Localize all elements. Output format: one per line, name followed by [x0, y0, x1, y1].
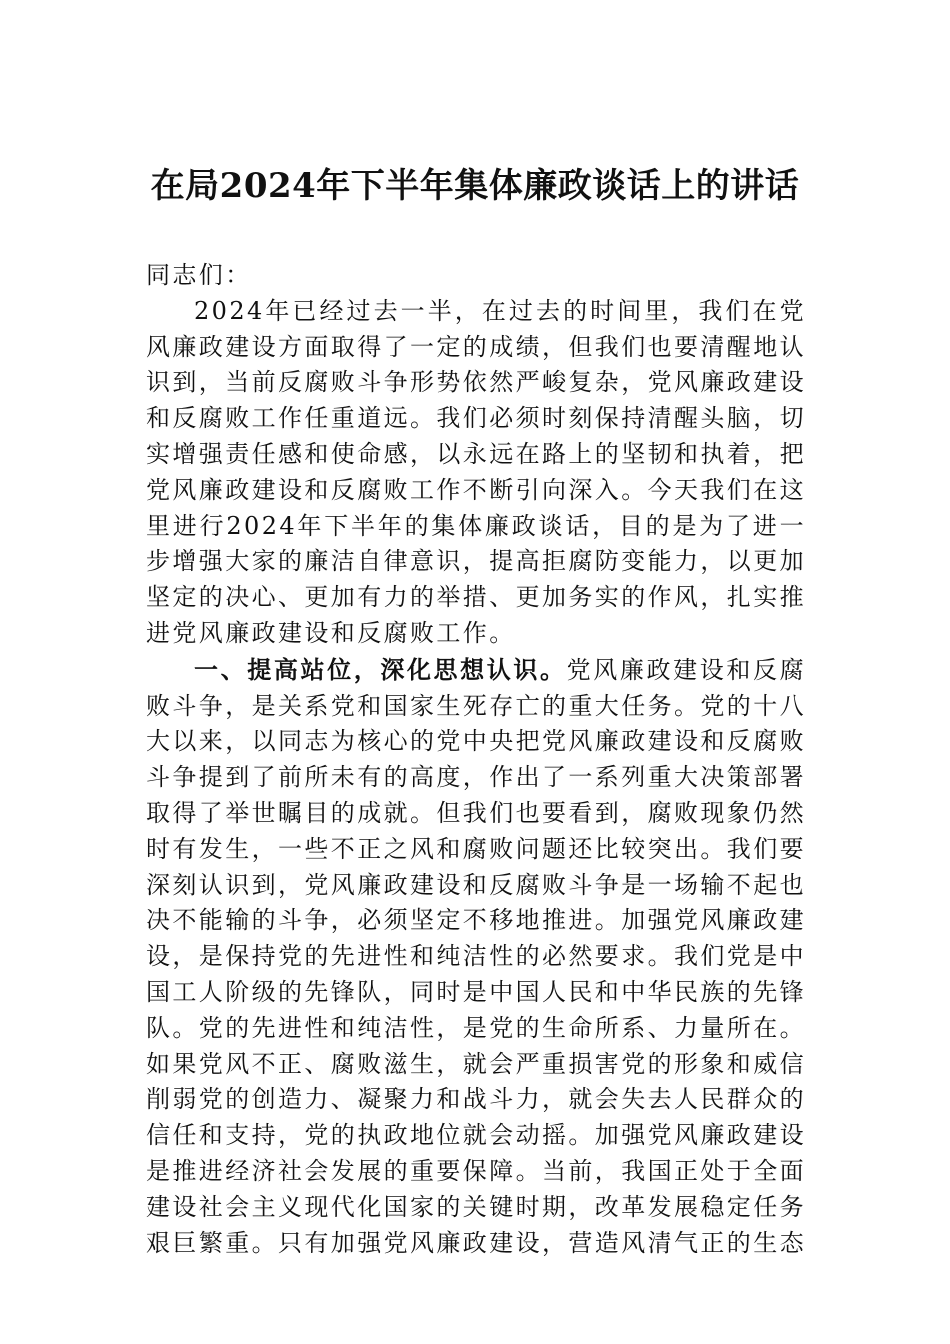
paragraph-section-one: [146, 652, 806, 1262]
paragraph-text: 党风廉政建设和反腐败斗争，是关系党和国家生死存亡的重大任务。党的十八大以来，以同志为核心的党中央把党风廉政建设和反腐败斗争提到了前所未有的高度，作出了一系列重大决策部署取得了举世瞩目的成就。但我们也要看到，腐败现象仍然时有发生，一些不正之风和腐败问题还比较突出。我们要深刻认识到，党风廉政建设和反腐败斗争是一场输不起也决不能输的斗争，必须坚定不移地推进。加强党风廉政建设，是保持党的先进性和纯洁性的必然要求。我们党是中国工人阶级的先锋队，同时是中国人民和中华民族的先锋队。党的先进性和纯洁性，是党的生命所系、力量所在。如果党风不正、腐败滋生，就会严重损害党的形象和威信削弱党的创造力、凝聚力和战斗力，就会失去人民群众的信任和支持，党的执政地位就会动摇。加强党风廉政建设是推进经济社会发展的重要保障。当前，我国正处于全面建设社会主义现代化国家的关键时期，改革发展稳定任务艰巨繁重。只有加强党风廉政建设，营造风清气正的生态: [146, 655, 806, 1257]
paragraph-text: 2024年已经过去一半，在过去的时间里，我们在党风廉政建设方面取得了一定的成绩，但我们也要清醒地认识到，当前反腐败斗争形势依然严峻复杂，党风廉政建设和反腐败工作任重道远。我们必须时刻保持清醒头脑，切实增强责任感和使命感，以永远在路上的坚韧和执着，把党风廉政建设和反腐败工作不断引向深入。今天我们在这里进行2024年下半年的集体廉政谈话，目的是为了进一步增强大家的廉洁自律意识，提高拒腐防变能力，以更加坚定的决心、更加有力的举措、更加务实的作风，扎实推进党风廉政建设和反腐败工作。: [146, 296, 806, 647]
section-heading: 一、提高站位，深化思想认识。: [194, 654, 567, 684]
document-body: [146, 258, 806, 1261]
document-title: 在局2024年下半年集体廉政谈话上的讲话: [150, 166, 800, 206]
salutation: 同志们：: [146, 261, 252, 289]
paragraph-intro: [146, 294, 806, 652]
